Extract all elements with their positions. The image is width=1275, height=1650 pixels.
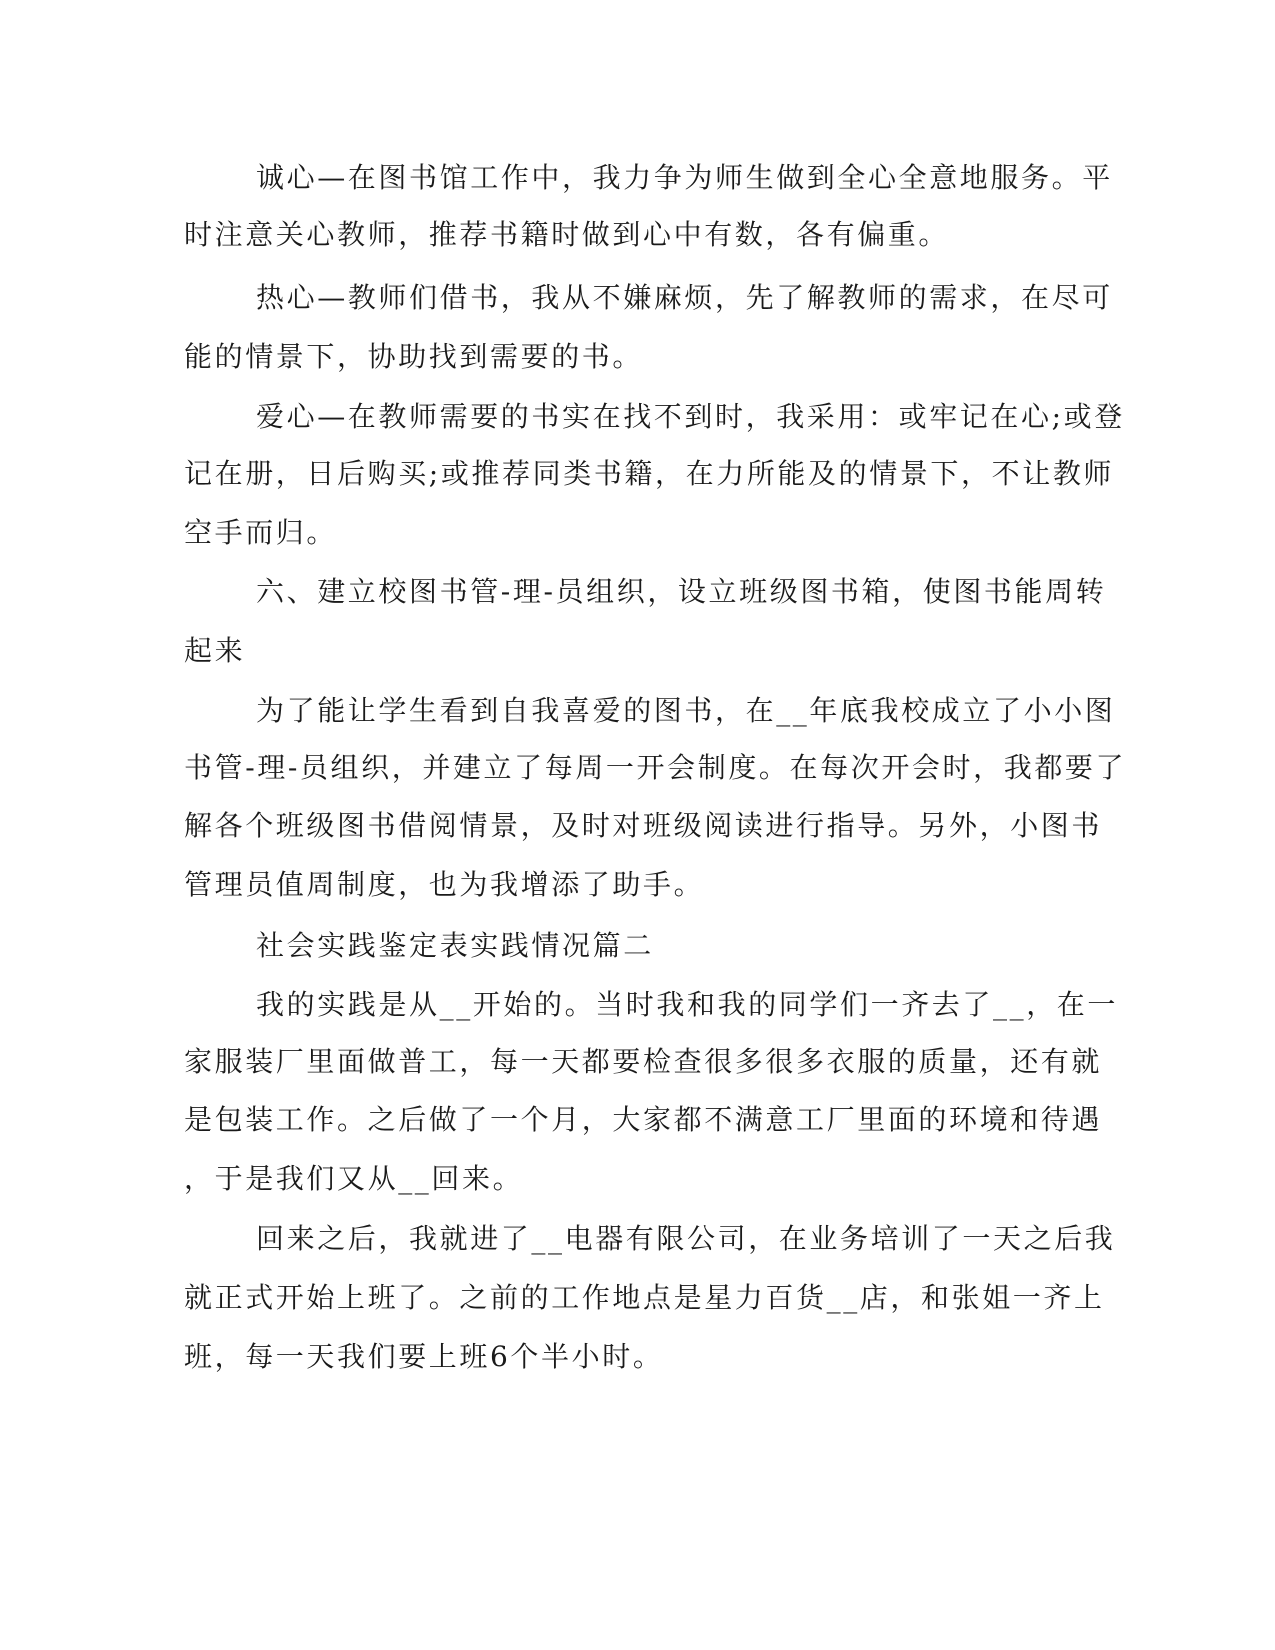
text-line: 为了能让学生看到自我喜爱的图书，在__年底我校成立了小小图 [256, 694, 1116, 727]
text-line: 空手而归。 [184, 516, 338, 549]
text-line: 回来之后，我就进了__电器有限公司，在业务培训了一天之后我 [256, 1222, 1116, 1255]
text-line: 爱心—在教师需要的书实在找不到时，我采用：或牢记在心;或登 [256, 400, 1125, 433]
text-line: 家服装厂里面做普工，每一天都要检查很多很多衣服的质量，还有就 [184, 1045, 1103, 1078]
text-line: 书管-理-员组织，并建立了每周一开会制度。在每次开会时，我都要了 [184, 751, 1127, 784]
text-line: 管理员值周制度，也为我增添了助手。 [184, 868, 705, 901]
text-line: 我的实践是从__开始的。当时我和我的同学们一齐去了__，在一 [256, 988, 1119, 1021]
text-line: 起来 [184, 634, 246, 667]
text-line: 记在册，日后购买;或推荐同类书籍，在力所能及的情景下，不让教师 [184, 457, 1115, 490]
text-line: 是包装工作。之后做了一个月，大家都不满意工厂里面的环境和待遇 [184, 1103, 1103, 1136]
section-heading: 社会实践鉴定表实践情况篇二 [256, 929, 654, 962]
text-line: 诚心—在图书馆工作中，我力争为师生做到全心全意地服务。平 [256, 161, 1113, 194]
text-line: 解各个班级图书借阅情景，及时对班级阅读进行指导。另外，小图书 [184, 809, 1103, 842]
text-line: 热心—教师们借书，我从不嫌麻烦，先了解教师的需求，在尽可 [256, 281, 1113, 314]
text-line: 六、建立校图书管-理-员组织，设立班级图书箱，使图书能周转 [256, 575, 1107, 608]
text-line: 能的情景下，协助找到需要的书。 [184, 340, 644, 373]
text-line: ，于是我们又从__回来。 [184, 1162, 524, 1195]
text-line: 就正式开始上班了。之前的工作地点是星力百货__店，和张姐一齐上 [184, 1281, 1105, 1314]
text-line: 班，每一天我们要上班6个半小时。 [184, 1340, 664, 1373]
text-line: 时注意关心教师，推荐书籍时做到心中有数，各有偏重。 [184, 218, 950, 251]
